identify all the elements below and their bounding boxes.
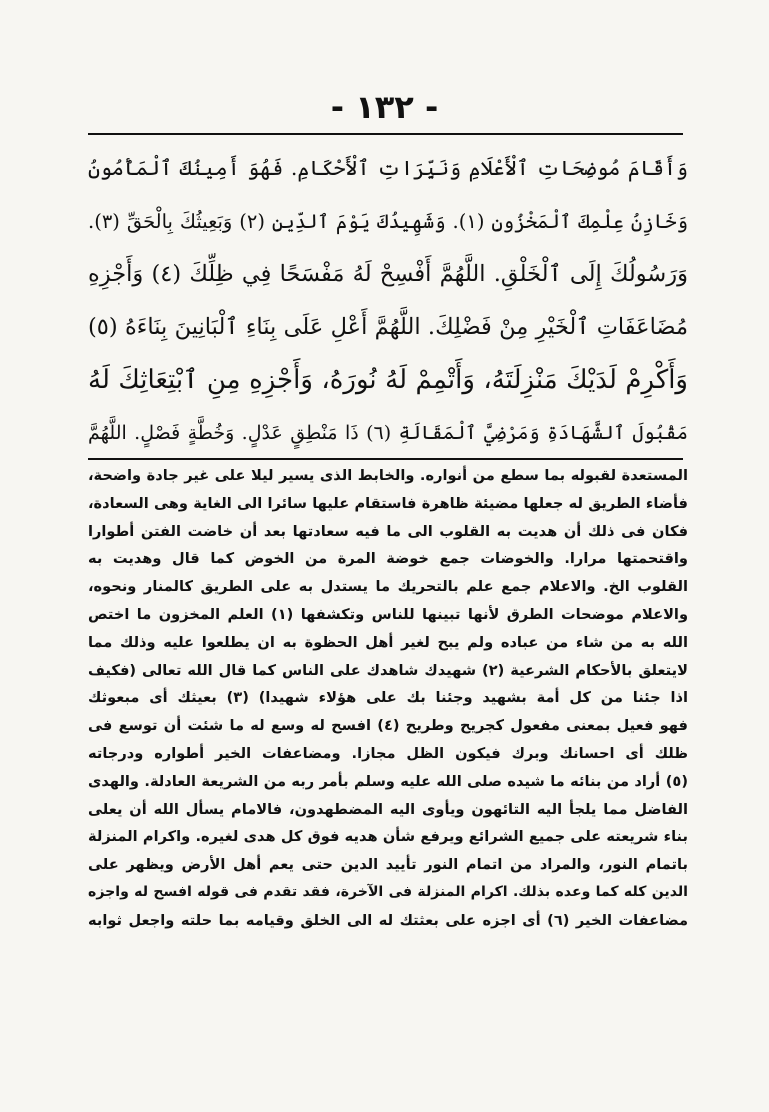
footnote-separator: [88, 458, 683, 460]
main-text-line: وَخَازِنُ عِلْمِكَ ٱلْمَخْزُونِ (١). وَشَهِيدُكَ يَوْمَ ٱلدِّينِ (٢) وَبَعِيثُكَ بِالْحَقِّ (٣).: [88, 210, 688, 233]
footnote-line: بناء شريعته على جميع الشرائع ويرفع شأن هديه فوق كل هدى لغيره. واكرام المنزلة: [88, 828, 688, 846]
footnote-line: باتمام النور، والمراد من اتمام النور تأييد الدين حتى يعم أهل الأرض ويظهر على: [88, 856, 688, 874]
main-text-line: وَأَقَامَ مُوضِحَاتِ ٱلْأَعْلَامِ وَنَيِّرَاتِ ٱلْأَحْكَامِ. فَهُوَ أَمِينُكَ ٱلْمَأْمُونُ: [88, 156, 688, 180]
main-text-line: مَقْبُولَ ٱلشَّهَادَةِ وَمَرْضِيَّ ٱلْمَقَالَةِ (٦) ذَا مَنْطِقٍ عَدْلٍ. وَخُطَّةٍ فَصْلٍ. اللَّهُمَّ: [88, 422, 688, 444]
footnotes: [88, 462, 688, 935]
footnote-line: لايتعلق بالأحكام الشرعية (٢) شهيدك شاهدك على الناس كما قال الله تعالى (فكيف: [88, 661, 688, 679]
footnote-line: الفاضل مما يلجأ اليه التائهون ويأوى اليه المضطهدون، فالامام يسأل الله أن يعلى: [88, 800, 688, 818]
main-text: [88, 142, 688, 460]
footnote-line: فأضاء الطريق له جعلها مضيئة ظاهرة فاستقام عليها سائرا الى الغاية وهى السعادة،: [88, 494, 688, 512]
footnote-line: فهو فعيل بمعنى مفعول كجريح وطريح (٤) افسح له وسع له ما شئت أن توسع فى: [88, 717, 688, 735]
footnote-line: مضاعفات الخير (٦) أى اجزه على بعثتك له الى الخلق وقيامه بما حلته واجعل ثوابه: [88, 911, 688, 929]
footnote-line: المستعدة لقبوله بما سطع من أنواره. والخابط الذى يسير ليلا على غير جادة واضحة،: [88, 467, 688, 484]
footnote-line: فكان فى ذلك أن هديت به القلوب الى ما فيه سعادتها بعد أن خاضت الفتن أطوارا: [88, 522, 688, 540]
main-text-line: وَأَكْرِمْ لَدَيْكَ مَنْزِلَتَهُ، وَأَتْمِمْ لَهُ نُورَهُ، وَأَجْزِهِ مِنِ ٱبْتِعَاثِكَ لَهُ: [88, 365, 688, 395]
header-rule: [88, 133, 683, 135]
footnote-line: الله به من شاء من عباده ولم يبح لغير أهل الحظوة به ان يطلعوا عليه وذلك مما: [88, 633, 688, 651]
main-text-line: مُضَاعَفَاتِ ٱلْخَيْرِ مِنْ فَضْلِكَ. اللَّهُمَّ أَعْلِ عَلَى بِنَاءِ ٱلْبَانِينَ بِنَاءَهُ (٥): [88, 314, 688, 340]
page-number: - ١٣٢ -: [330, 88, 439, 126]
footnote-line: (٥) أراد من بنائه ما شيده صلى الله عليه وسلم بأمر ربه من الشريعة العادلة. والهدى: [88, 772, 688, 790]
footnote-line: واقتحمتها مرارا. والخوضات جمع خوضة المرة من الخوض كما قال وهديت به: [88, 550, 688, 568]
main-text-line: وَرَسُولُكَ إِلَى ٱلْخَلْقِ. اللَّهُمَّ أَفْسِحْ لَهُ مَفْسَحًا فِي ظِلِّكَ (٤) وَأَجْزِهِ: [88, 261, 688, 287]
footnote-line: ظلك أى احسانك وبرك فيكون الظل مجازا. ومضاعفات الخير أطواره ودرجاته: [88, 744, 688, 762]
footnote-line: والاعلام موضحات الطرق لأنها تبينها للناس وتكشفها (١) العلم المخزون ما اختص: [88, 605, 688, 623]
footnote-line: الدين كله كما وعده بذلك. اكرام المنزلة فى الآخرة، فقد تقدم فى قوله افسح له واجزه: [88, 883, 688, 900]
footnote-line: اذا جئنا من كل أمة بشهيد وجئنا بك على هؤلاء شهيدا) (٣) بعيثك أى مبعوثك: [88, 689, 688, 707]
footnote-line: القلوب الخ. والاعلام جمع علم بالتحريك ما يستدل به على الطريق كالمنار ونحوه،: [88, 578, 688, 596]
